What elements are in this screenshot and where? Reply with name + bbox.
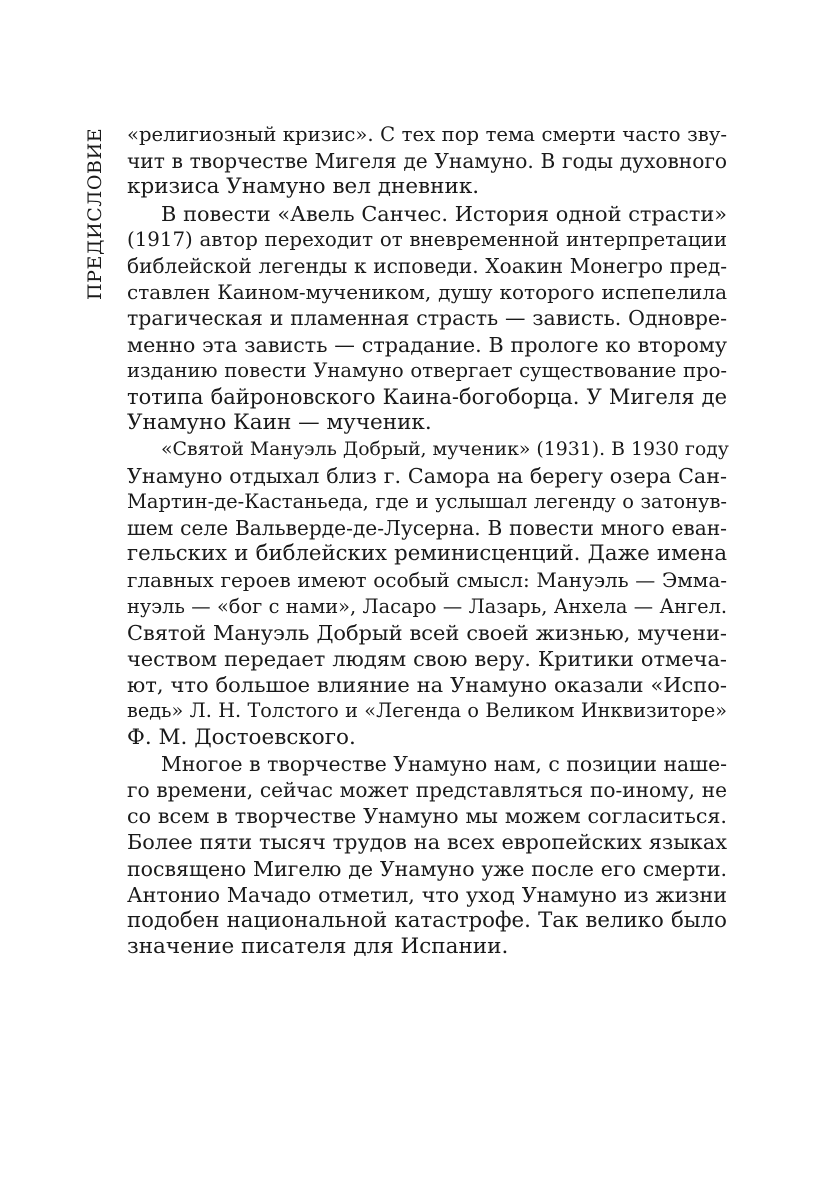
text-line: гельских и библейских реминисценций. Даже имена — [127, 541, 727, 567]
text-line: менно эта зависть — страдание. В прологе ко второму — [127, 332, 727, 357]
text-line: трагическая и пламенная страсть — зависть. Одновре- — [127, 306, 727, 331]
paragraph-4 — [127, 751, 727, 961]
text-line: го времени, сейчас может представляться по-иному, не — [127, 778, 727, 803]
text-line: Унамуно отдыхал близ г. Самора на берегу озера Сан- — [127, 463, 727, 488]
paragraph-2 — [127, 201, 727, 437]
text-line: В повести «Авель Санчес. История одной страсти» — [161, 201, 727, 226]
paragraph-3 — [127, 436, 727, 750]
text-line: подобен национальной катастрофе. Так велико было — [127, 908, 727, 934]
text-line: ставлен Каином-мучеником, душу которого испепелила — [127, 280, 727, 305]
text-line: «религиозный кризис». С тех пор тема смерти часто зву- — [127, 123, 727, 146]
text-line: ведь» Л. Н. Толстого и «Легенда о Великом Инквизиторе» — [127, 699, 727, 723]
text-line: Святой Мануэль Добрый всей своей жизнью, мучени- — [127, 620, 727, 645]
text-line: библейской легенды к исповеди. Хоакин Монегро пред- — [127, 254, 727, 279]
text-line: изданию повести Унамуно отвергает существование про- — [127, 358, 727, 382]
text-line: Ф. М. Достоевского. — [127, 724, 356, 750]
text-line: (1917) автор переходит от вневременной интерпретации — [127, 227, 727, 251]
text-line: Антонио Мачадо отметил, что уход Унамуно из жизни — [127, 882, 727, 907]
text-line: главных героев имеют особый смысл: Мануэль — Эмма- — [127, 568, 727, 593]
text-line: посвящено Мигелю де Унамуно уже после его смерти. — [127, 856, 727, 881]
running-head: ПРЕДИСЛОВИЕ — [84, 127, 106, 300]
text-line: кризиса Унамуно вел дневник. — [127, 174, 480, 200]
text-line: Более пяти тысяч трудов на всех европейских языках — [127, 830, 727, 855]
body-text — [127, 122, 727, 961]
text-line: тотипа байроновского Каина-богоборца. У Мигеля де — [127, 384, 727, 410]
text-line: Унамуно Каин — мученик. — [127, 410, 432, 436]
text-line: со всем в творчестве Унамуно мы можем согласиться. — [127, 804, 727, 829]
text-line: ют, что большое влияние на Унамуно оказали «Испо- — [127, 673, 727, 698]
text-line: «Святой Мануэль Добрый, мученик» (1931). В 1930 году — [161, 438, 729, 461]
text-line: чеством передает людям свою веру. Критики отмеча- — [127, 647, 727, 672]
text-line: нуэль — «бог с нами», Ласаро — Лазарь, Анхела — Ангел. — [127, 594, 727, 618]
paragraph-1 — [127, 122, 727, 201]
text-line: значение писателя для Испании. — [127, 934, 509, 960]
text-line: Мартин-де-Кастаньеда, где и услышал легенду о затонув- — [127, 489, 727, 513]
text-line: шем селе Вальверде-де-Лусерна. В повести много еван- — [127, 516, 727, 541]
text-line: Многое в творчестве Унамуно нам, с позиции наше- — [161, 751, 727, 776]
text-line: чит в творчестве Мигеля де Унамуно. В годы духовного — [127, 149, 727, 174]
